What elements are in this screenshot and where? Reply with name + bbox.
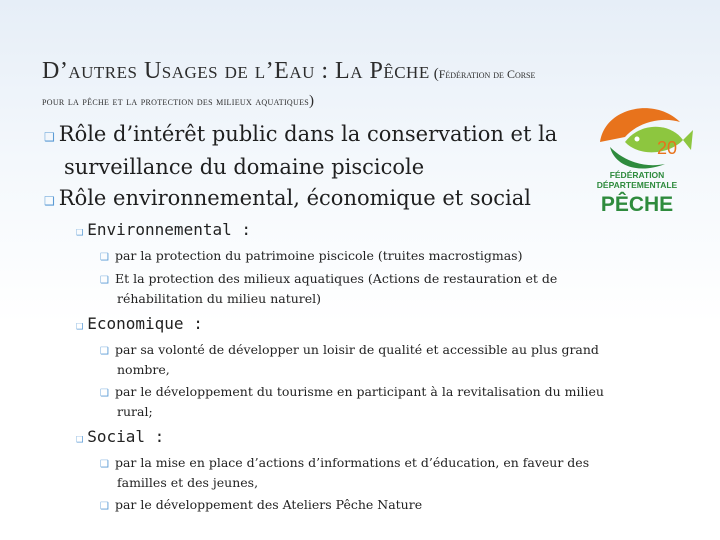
- logo-fish-tail: [683, 130, 693, 150]
- soc-item-2-text: par le développement des Ateliers Pêche Nature: [114, 497, 423, 512]
- logo-line1: FÉDÉRATION: [609, 170, 665, 180]
- bullet-public-interest-line1: Rôle d’intérêt public dans la conservation et la: [58, 122, 558, 146]
- soc-item-1: [100, 454, 660, 492]
- bullet-icon: ❑: [100, 346, 109, 357]
- heading-economic-text: Economique :: [87, 314, 203, 333]
- heading-social-text: Social :: [87, 427, 165, 446]
- bullet-roles: [44, 183, 604, 216]
- logo-number: 20: [657, 138, 678, 158]
- heading-social: [76, 426, 164, 449]
- soc-item-1-line1: par la mise en place d’actions d’informations et d’éducation, en faveur des: [114, 455, 590, 470]
- env-item-2: [100, 270, 660, 308]
- eco-item-1: [100, 341, 660, 379]
- eco-item-2-line2: rural;: [117, 404, 153, 419]
- title-sub-inline: Fédération de Corse: [438, 67, 536, 81]
- eco-item-1-line1: par sa volonté de développer un loisir de qualité et accessible au plus grand: [114, 342, 599, 357]
- title-main: D’autres Usages de l’Eau : La Pêche: [42, 58, 430, 84]
- env-item-2-line2: réhabilitation du milieu naturel): [117, 291, 322, 306]
- bullet-icon: ❑: [76, 431, 84, 445]
- bullet-icon: ❑: [44, 194, 55, 208]
- bullet-icon: ❑: [44, 130, 55, 144]
- bullet-public-interest-line2: surveillance du domaine piscicole: [64, 155, 425, 179]
- eco-item-2: [100, 383, 660, 421]
- heading-economic: [76, 313, 203, 336]
- bullet-icon: ❑: [100, 252, 109, 263]
- env-item-2-line1: Et la protection des milieux aquatiques (Actions de restauration et de: [114, 271, 558, 286]
- bullet-icon: ❑: [100, 388, 109, 399]
- title-paren-open: (: [433, 66, 439, 82]
- logo-line3: PÊCHE: [600, 193, 674, 216]
- eco-item-2-line1: par le développement du tourisme en participant à la revitalisation du milieu: [114, 384, 604, 399]
- bullet-icon: ❑: [76, 224, 84, 238]
- eco-item-1-line2: nombre,: [117, 362, 170, 377]
- bullet-public-interest: [44, 119, 604, 182]
- bullet-icon: ❑: [100, 275, 109, 286]
- env-item-1-text: par la protection du patrimoine piscicole (truites macrostigmas): [114, 248, 523, 263]
- heading-environmental-text: Environnemental :: [87, 220, 251, 239]
- bullet-icon: ❑: [100, 459, 109, 470]
- logo-fish-eye: [635, 137, 640, 142]
- heading-environmental: [76, 219, 251, 242]
- title-paren-close: ): [309, 93, 315, 109]
- bullet-icon: ❑: [100, 501, 109, 512]
- bullet-roles-text: Rôle environnemental, économique et social: [58, 186, 531, 210]
- bullet-icon: ❑: [76, 318, 84, 332]
- soc-item-2: [100, 496, 660, 516]
- soc-item-1-line2: familles et des jeunes,: [117, 475, 259, 490]
- logo-line2: DÉPARTEMENTALE: [596, 180, 678, 190]
- env-item-1: [100, 247, 660, 267]
- title-line2: pour la pêche et la protection des milieux aquatiques: [42, 94, 310, 108]
